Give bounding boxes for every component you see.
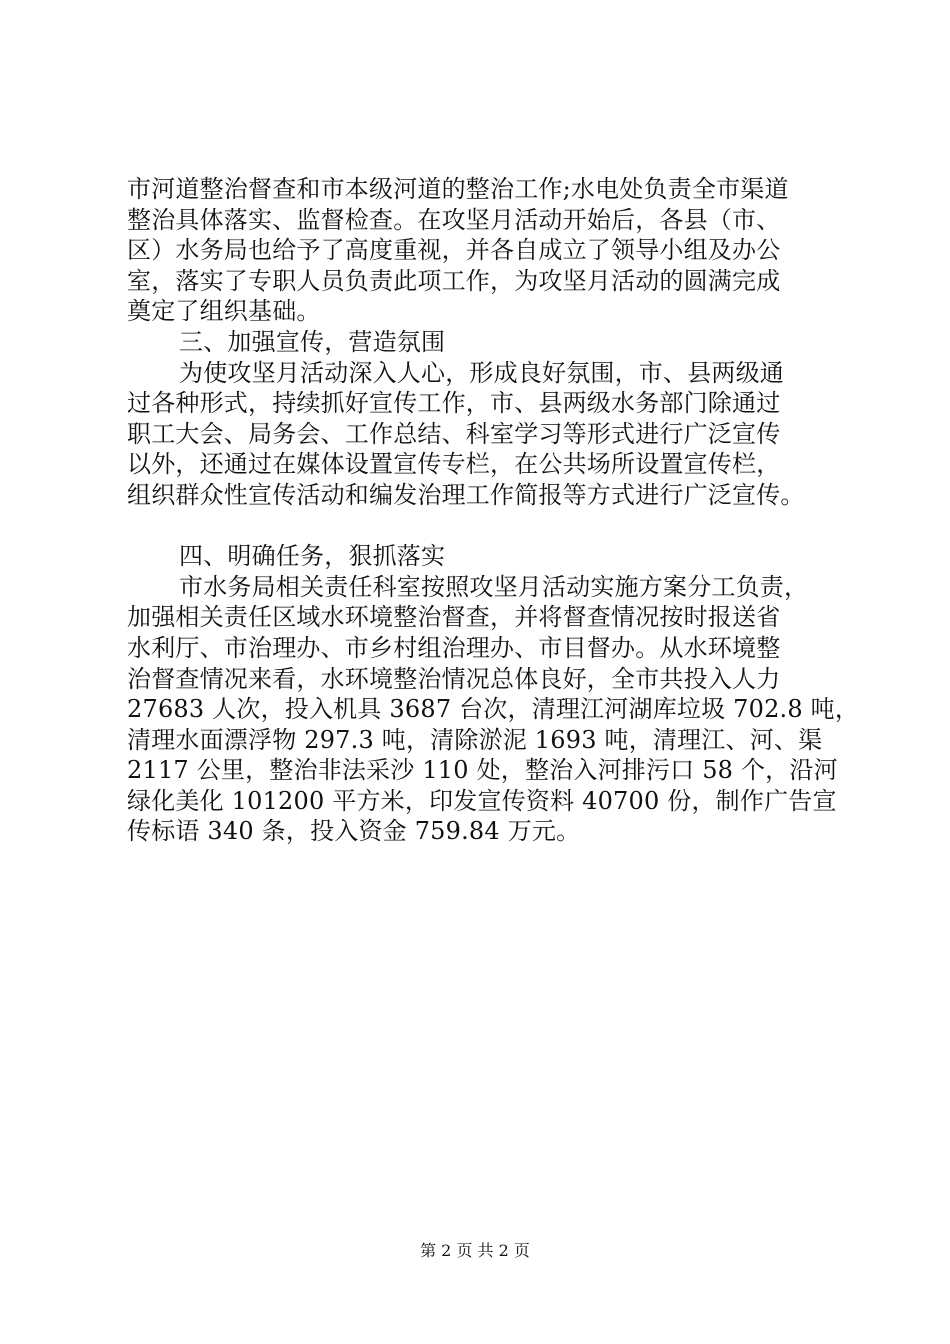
- paragraph-line: 职工大会、局务会、工作总结、科室学习等形式进行广泛宣传: [127, 419, 781, 448]
- paragraph-line: 为使攻坚月活动深入人心，形成良好氛围，市、县两级通: [179, 358, 784, 387]
- paragraph-line: 水利厅、市治理办、市乡村组治理办、市目督办。从水环境整: [127, 633, 781, 662]
- section-heading: 三、加强宣传，营造氛围: [179, 327, 446, 356]
- paragraph-line: 绿化美化 101200 平方米，印发宣传资料 40700 份，制作广告宣: [127, 786, 837, 815]
- paragraph-line: 组织群众性宣传活动和编发治理工作简报等方式进行广泛宣传。: [127, 480, 805, 509]
- paragraph-line: 2117 公里，整治非法采沙 110 处，整治入河排污口 58 个，沿河: [127, 756, 838, 785]
- paragraph-line: 治督查情况来看，水环境整治情况总体良好，全市共投入人力: [127, 664, 781, 693]
- page-number-footer: 第 2 页 共 2 页: [420, 1241, 530, 1260]
- paragraph-line: 市河道整治督查和市本级河道的整治工作;水电处负责全市渠道: [127, 175, 789, 203]
- paragraph-line: 市水务局相关责任科室按照攻坚月活动实施方案分工负责，: [179, 572, 809, 601]
- paragraph-line: 奠定了组织基础。: [127, 297, 321, 326]
- paragraph-line: 区）水务局也给予了高度重视，并各自成立了领导小组及办公: [127, 236, 781, 265]
- paragraph-line: 传标语 340 条，投入资金 759.84 万元。: [127, 817, 581, 846]
- paragraph-line: 加强相关责任区域水环境整治督查，并将督查情况按时报送省: [127, 603, 781, 632]
- section-heading: 四、明确任务，狠抓落实: [179, 542, 446, 571]
- paragraph-line: 过各种形式，持续抓好宣传工作，市、县两级水务部门除通过: [127, 389, 781, 418]
- paragraph-spacer: [127, 511, 847, 542]
- paragraph-line: 27683 人次，投入机具 3687 台次，清理江河湖库垃圾 702.8 吨，: [127, 695, 860, 724]
- paragraph-line: 清理水面漂浮物 297.3 吨，清除淤泥 1693 吨，清理江、河、渠: [127, 725, 823, 754]
- paragraph-line: 整治具体落实、监督检查。在攻坚月活动开始后，各县（市、: [127, 205, 781, 234]
- document-body: [127, 174, 860, 847]
- paragraph-line: 以外，还通过在媒体设置宣传专栏，在公共场所设置宣传栏，: [127, 450, 781, 479]
- paragraph-line: 室，落实了专职人员负责此项工作，为攻坚月活动的圆满完成: [127, 266, 781, 295]
